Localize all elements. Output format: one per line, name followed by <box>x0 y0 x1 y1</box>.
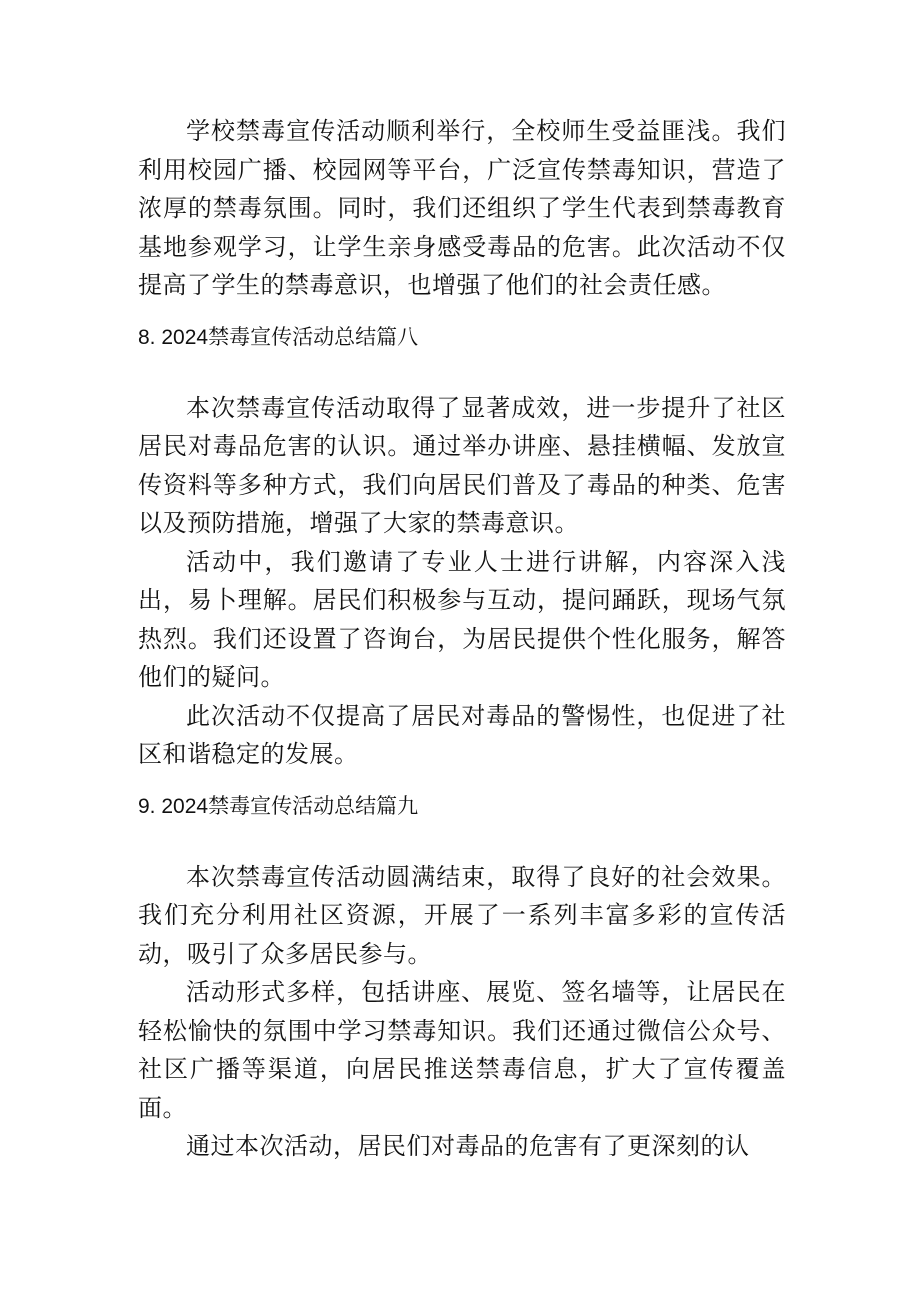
paragraph: 活动中，我们邀请了专业人士进行讲解，内容深入浅出，易卜理解。居民们积极参与互动，提问踊跃，现场气氛热烈。我们还设置了咨询台，为居民提供个性化服务，解答他们的疑问。 <box>138 547 786 691</box>
paragraph: 此次活动不仅提高了居民对毒品的警惕性，也促进了社区和谐稳定的发展。 <box>138 701 786 768</box>
paragraph: 活动形式多样，包括讲座、展览、签名墙等，让居民在轻松愉快的氛围中学习禁毒知识。我们还通过微信公众号、社区广播等渠道，向居民推送禁毒信息，扩大了宣传覆盖面。 <box>138 978 786 1122</box>
paragraph: 学校禁毒宣传活动顺利举行，全校师生受益匪浅。我们利用校园广播、校园网等平台，广泛宣传禁毒知识，营造了浓厚的禁毒氛围。同时，我们还组织了学生代表到禁毒教育基地参观学习，让学生亲身感受毒品的危害。此次活动不仅提高了学生的禁毒意识，也增强了他们的社会责任感。 <box>138 117 786 299</box>
paragraph: 通过本次活动，居民们对毒品的危害有了更深刻的认 <box>186 1132 750 1160</box>
paragraph: 本次禁毒宣传活动取得了显著成效，进一步提升了社区居民对毒品危害的认识。通过举办讲座、悬挂横幅、发放宣传资料等多种方式，我们向居民们普及了毒品的种类、危害以及预防措施，增强了大家的禁毒意识。 <box>138 393 786 537</box>
section-heading: 8. 2024禁毒宣传活动总结篇八 <box>138 325 419 349</box>
document-body <box>138 112 786 1166</box>
section-heading: 9. 2024禁毒宣传活动总结篇九 <box>138 794 419 818</box>
paragraph: 本次禁毒宣传活动圆满结束，取得了良好的社会效果。我们充分利用社区资源，开展了一系列丰富多彩的宣传活动，吸引了众多居民参与。 <box>138 862 786 968</box>
